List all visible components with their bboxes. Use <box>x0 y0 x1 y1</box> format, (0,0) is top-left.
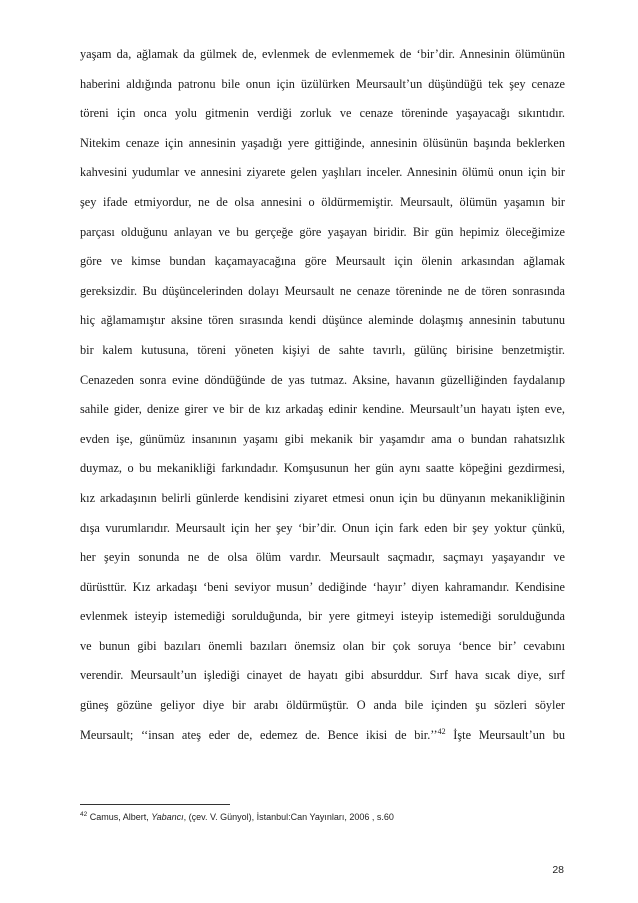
text-segment: Meursault; ‘‘insan ateş eder de, edemez de. Bence ikisi de bir.’’ <box>80 727 438 742</box>
text-line: evden işe, günümüz insanının yaşamı gibi mekanik bir yaşamdır ama o bundan rahatsızlık <box>80 431 565 446</box>
text-line: töreni için onca yolu gitmenin verdiği zorluk ve cenaze töreninde yaşayacağı sıkıntıdır. <box>80 106 565 121</box>
page-number: 28 <box>552 864 564 876</box>
text-segment: İşte Meursault’un bu <box>445 727 565 742</box>
text-line: verendir. Meursault’un işlediği cinayet de hayatı gibi absurddur. Sırf hava sıcak diye, sırf <box>80 668 565 683</box>
text-line: sahile gider, denize girer ve bir de kız arkadaş edinir kendine. Meursault’un hayatı işten eve, <box>80 402 565 417</box>
text-line <box>80 721 565 751</box>
text-line: göre ve kimse bundan kaçamayacağına göre Meursault için ölenin arkasından ağlamak <box>80 254 565 269</box>
text-line: güneş gözüne geliyor diye bir arabı öldürmüştür. O anda bile içinden şu sözleri söyler <box>80 698 565 713</box>
text-line: yaşam da, ağlamak da gülmek de, evlenmek de evlenmemek de ‘bir’dir. Annesinin ölümünün <box>80 47 565 61</box>
text-line: parçası olduğunu anlayan ve bu gerçeğe göre yaşayan biridir. Bir gün hepimiz öleceğimize <box>80 224 565 239</box>
text-line: bir kalem kutusuna, töreni yöneten kişiyi de sahte tavırlı, gülünç birisine benzetmiştir. <box>80 342 565 357</box>
footnote-number: 42 <box>80 811 88 818</box>
text-line: şey ifade etmiyordur, ne de olsa annesini o öldürmemiştir. Meursault, ölümün yaşamın bir <box>80 194 565 209</box>
text-line: hiç ağlamamıştır aksine tören sırasında kendi düşünce aleminde dolaşmış annesinin tabutunu <box>80 313 565 328</box>
footnote-reference[interactable]: 42 <box>437 726 446 736</box>
footnote-details: , (çev. V. Günyol), İstanbul:Can Yayınları, 2006 , s.60 <box>183 812 394 822</box>
text-line: Cenazeden sonra evine döndüğünde de yas tutmaz. Aksine, havanın güzelliğinden faydalanıp <box>80 372 565 387</box>
text-line: dışa vurumlarıdır. Meursault için her şey ‘bir’dir. Onun için fark eden bir şey yoktur çünkü, <box>80 520 565 535</box>
footnote <box>80 812 565 822</box>
text-line: evlenmek isteyip istemediği sorulduğunda, bir yere gitmeyi isteyip istemediği sorulduğunda <box>80 609 565 624</box>
text-line: Nitekim cenaze için annesinin yaşadığı yere gittiğinde, annesinin ölüsünün başında beklerken <box>80 135 565 150</box>
text-line: duymaz, o bu mekanikliği farkındadır. Komşusunun her gün aynı saatte köpeğini gezdirmesi, <box>80 461 565 476</box>
text-line: ve bunun gibi bazıları önemli bazıları önemsiz olan bir çok soruya ‘bence bir’ cevabını <box>80 638 565 653</box>
footnote-separator <box>80 804 230 805</box>
text-line: kahvesini yudumlar ve annesini ziyarete gelen yaşlıları inceler. Annesinin ölümü onun için bir <box>80 165 565 180</box>
text-line: her şeyin sonunda ne de olsa ölüm vardır. Meursault saçmadır, saçmayı yaşayandır ve <box>80 550 565 565</box>
text-line: haberini aldığında patronu bile onun için üzülürken Meursault’un düşündüğü tek şey cenaze <box>80 76 565 91</box>
footnote-title: Yabancı <box>151 812 184 822</box>
footnote-author: Camus, Albert, <box>87 812 152 822</box>
text-line: kız arkadaşının belirli günlerde kendisini ziyaret etmesi onun için bu dünyanın mekanikliğinin <box>80 490 565 505</box>
text-line: dürüsttür. Kız arkadaşı ‘beni seviyor musun’ dediğinde ‘hayır’ diyen kahramandır. Kendisine <box>80 579 565 594</box>
text-line: gereksizdir. Bu düşüncelerinden dolayı Meursault ne cenaze töreninde ne de tören sonrasında <box>80 283 565 298</box>
body-text <box>80 40 565 750</box>
